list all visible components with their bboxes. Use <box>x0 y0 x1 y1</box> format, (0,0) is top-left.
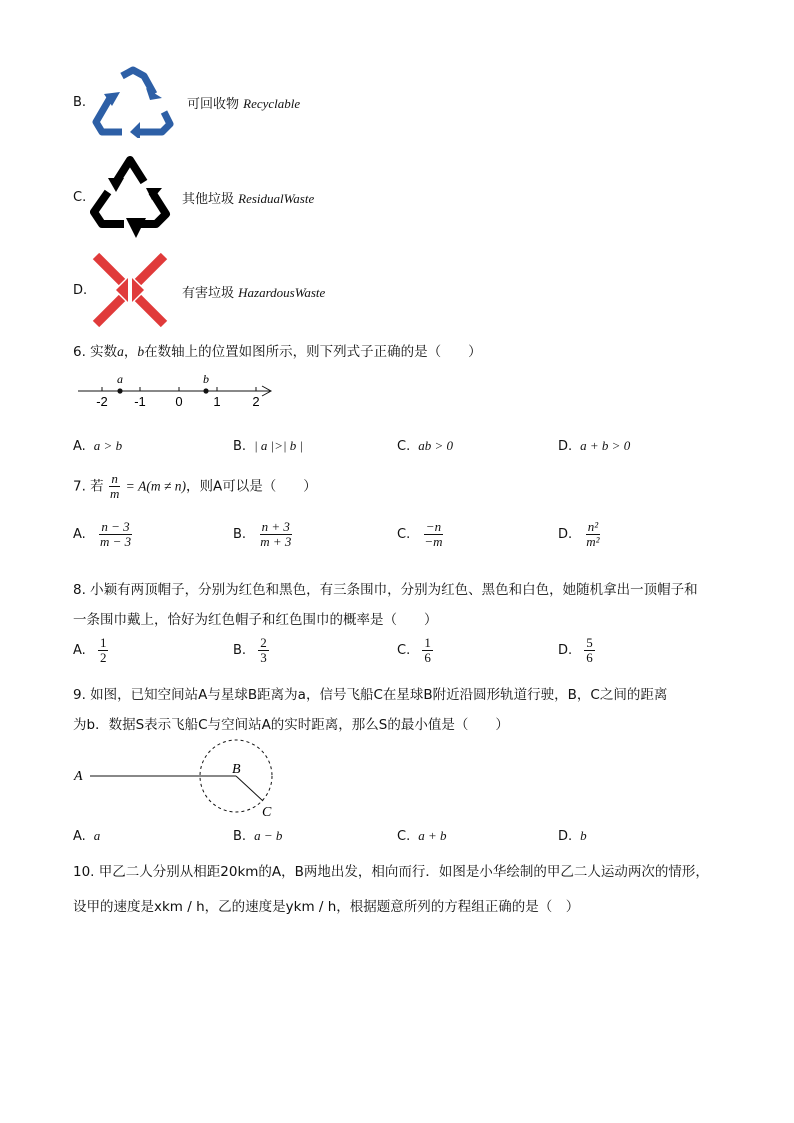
q10-stem-line2: 设甲的速度是xkm / h，乙的速度是ykm / h，根据题意所列的方程组正确的是（ ） <box>73 899 580 915</box>
recycle-icon <box>92 66 174 138</box>
q6-option-c[interactable]: C. ab > 0 <box>397 438 453 454</box>
point-c-label: C <box>262 805 272 820</box>
tick-label: 0 <box>175 394 183 409</box>
q7-option-b[interactable]: B. $\frac{n + 3}{m + 3}$ <box>233 519 292 549</box>
q6-option-a[interactable]: A. a > b <box>73 438 123 454</box>
option-c-label: C. <box>73 190 87 205</box>
option-c-text: 其他垃圾 ResidualWaste <box>182 191 315 207</box>
q6-stem: 6. 实数a，b在数轴上的位置如图所示，则下列式子正确的是（ ） <box>73 344 482 360</box>
option-b-label: B. <box>73 95 87 110</box>
point-a-label: A <box>74 769 83 784</box>
q9-option-a[interactable]: A. a <box>73 828 101 844</box>
q10-stem-line1: 10. 甲乙二人分别从相距20km的A，B两地出发，相向而行．如图是小华绘制的甲乙二人运动两次的情形， <box>73 864 709 880</box>
q8-stem-line2: 一条围巾戴上，恰好为红色帽子和红色围巾的概率是（ ） <box>73 612 438 628</box>
q9-stem-line2: 为b．数据S表示飞船C与空间站A的实时距离，那么S的最小值是（ ） <box>73 717 509 733</box>
point-b-label: B <box>232 762 241 777</box>
q7-option-a[interactable]: A. $\frac{n - 3}{m - 3}$ <box>73 519 132 549</box>
q8-stem-line1: 8. 小颖有两顶帽子，分别为红色和黑色，有三条围巾，分别为红色、黑色和白色，她随机拿出一顶帽子和 <box>73 582 698 598</box>
q8-option-b[interactable]: B. $\frac{2}{3}$ <box>233 635 267 665</box>
q9-option-c[interactable]: C. a + b <box>397 828 447 844</box>
q7-option-c[interactable]: C. $\frac{-n}{-m}$ <box>397 519 443 549</box>
q8-option-a[interactable]: A. $\frac{1}{2}$ <box>73 635 107 665</box>
option-d-label: D. <box>73 283 88 298</box>
option-d-text: 有害垃圾 HazardousWaste <box>182 285 326 301</box>
q9-option-b[interactable]: B. a − b <box>233 828 283 844</box>
q7-option-d[interactable]: D. $\frac{\text{n²}}{\text{m²}}$ <box>558 519 600 549</box>
q9-option-d[interactable]: D. b <box>558 828 587 844</box>
tick-label: -2 <box>96 394 108 409</box>
q6-option-d[interactable]: D. a + b > 0 <box>558 438 631 454</box>
tick-label: 1 <box>213 394 221 409</box>
q8-option-c[interactable]: C. $\frac{1}{6}$ <box>397 635 431 665</box>
q6-option-b[interactable]: B. | a |>| b | <box>233 438 304 454</box>
point-b-label: b <box>203 372 209 386</box>
point-a-label: a <box>117 372 123 386</box>
option-b-text: 可回收物 Recyclable <box>187 96 301 112</box>
q7-stem: 7. 若 $\frac{n}{m}$ = A(m ≠ n)，则A可以是（ ） <box>73 471 317 501</box>
residual-waste-icon <box>90 154 172 238</box>
tick-label: -1 <box>134 394 146 409</box>
q8-option-d[interactable]: D. $\frac{5}{6}$ <box>558 635 593 665</box>
hazardous-waste-icon <box>92 252 168 328</box>
q6-number-line <box>76 370 276 410</box>
tick-label: 2 <box>252 394 260 409</box>
q9-figure <box>70 736 290 822</box>
q9-stem-line1: 9. 如图，已知空间站A与星球B距离为a，信号飞船C在星球B附近沿圆形轨道行驶，B，C之间的距离 <box>73 687 668 703</box>
